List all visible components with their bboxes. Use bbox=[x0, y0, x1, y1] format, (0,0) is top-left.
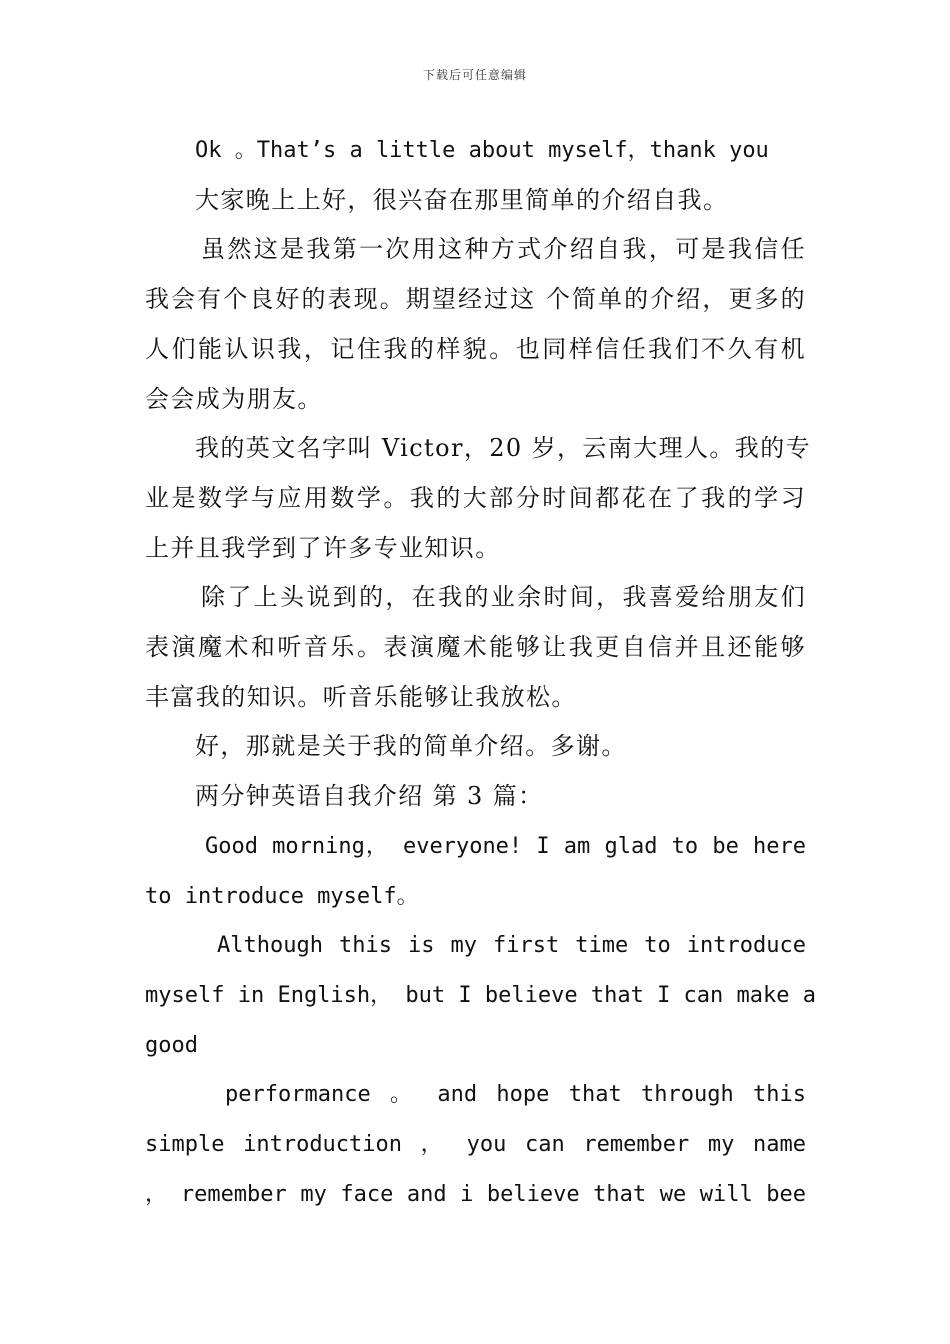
paragraph-line: Ok 。That’s a little about myself，thank you bbox=[195, 138, 769, 163]
paragraph-line: 上并且我学到了许多专业知识。 bbox=[145, 533, 501, 562]
line-text: simple introduction ， you can remember my name bbox=[145, 1132, 806, 1158]
paragraph-line bbox=[145, 623, 806, 673]
paragraph-line bbox=[145, 921, 806, 971]
document-body bbox=[145, 126, 817, 1219]
paragraph-line: 好，那就是关于我的简单介绍。多谢。 bbox=[195, 732, 627, 761]
paragraph-line: 丰富我的知识。听音乐能够让我放松。 bbox=[145, 682, 577, 711]
line-text: 虽然这是我第一次用这种方式介绍自我，可是我信任 bbox=[201, 235, 806, 264]
line-text: performance 。 and hope that through this bbox=[225, 1082, 806, 1108]
paragraph-line: good bbox=[145, 1032, 198, 1058]
paragraph-line bbox=[145, 225, 806, 275]
line-text: Good morning， everyone! I am glad to be here bbox=[205, 833, 806, 859]
paragraph-line bbox=[145, 325, 806, 375]
line-text: 表演魔术和听音乐。表演魔术能够让我更自信并且还能够 bbox=[145, 633, 806, 662]
line-text: 我的英文名字叫 Victor，20 岁，云南大理人。我的专 bbox=[195, 434, 811, 463]
paragraph-line: 两分钟英语自我介绍 第 3 篇： bbox=[195, 782, 544, 811]
paragraph-line: to introduce myself。 bbox=[145, 883, 419, 909]
paragraph-line bbox=[145, 822, 806, 872]
paragraph-line: 会会成为朋友。 bbox=[145, 384, 323, 413]
paragraph-line bbox=[145, 474, 806, 524]
paragraph-line bbox=[145, 573, 806, 623]
paragraph-line bbox=[145, 1070, 806, 1120]
line-text: Although this is my first time to introduce bbox=[217, 933, 806, 959]
line-text: 业是数学与应用数学。我的大部分时间都花在了我的学习 bbox=[145, 483, 806, 512]
page-header: 下载后可任意编辑 bbox=[422, 68, 527, 82]
line-text: 我会有个良好的表现。期望经过这 个简单的介绍，更多的 bbox=[145, 285, 806, 314]
line-text: 除了上头说到的，在我的业余时间，我喜爱给朋友们 bbox=[201, 583, 806, 612]
paragraph-line bbox=[145, 424, 811, 474]
paragraph-line bbox=[145, 1120, 806, 1170]
line-text: ， remember my face and i believe that we will bee bbox=[145, 1181, 806, 1207]
paragraph-line: 大家晚上上好，很兴奋在那里简单的介绍自我。 bbox=[195, 185, 729, 214]
paragraph-line bbox=[145, 1170, 806, 1220]
paragraph-line bbox=[145, 275, 806, 325]
line-text: myself in English， but I believe that I can make a bbox=[145, 982, 817, 1008]
line-text: 人们能认识我，记住我的样貌。也同样信任我们不久有机 bbox=[145, 334, 806, 363]
paragraph-line bbox=[145, 971, 817, 1021]
